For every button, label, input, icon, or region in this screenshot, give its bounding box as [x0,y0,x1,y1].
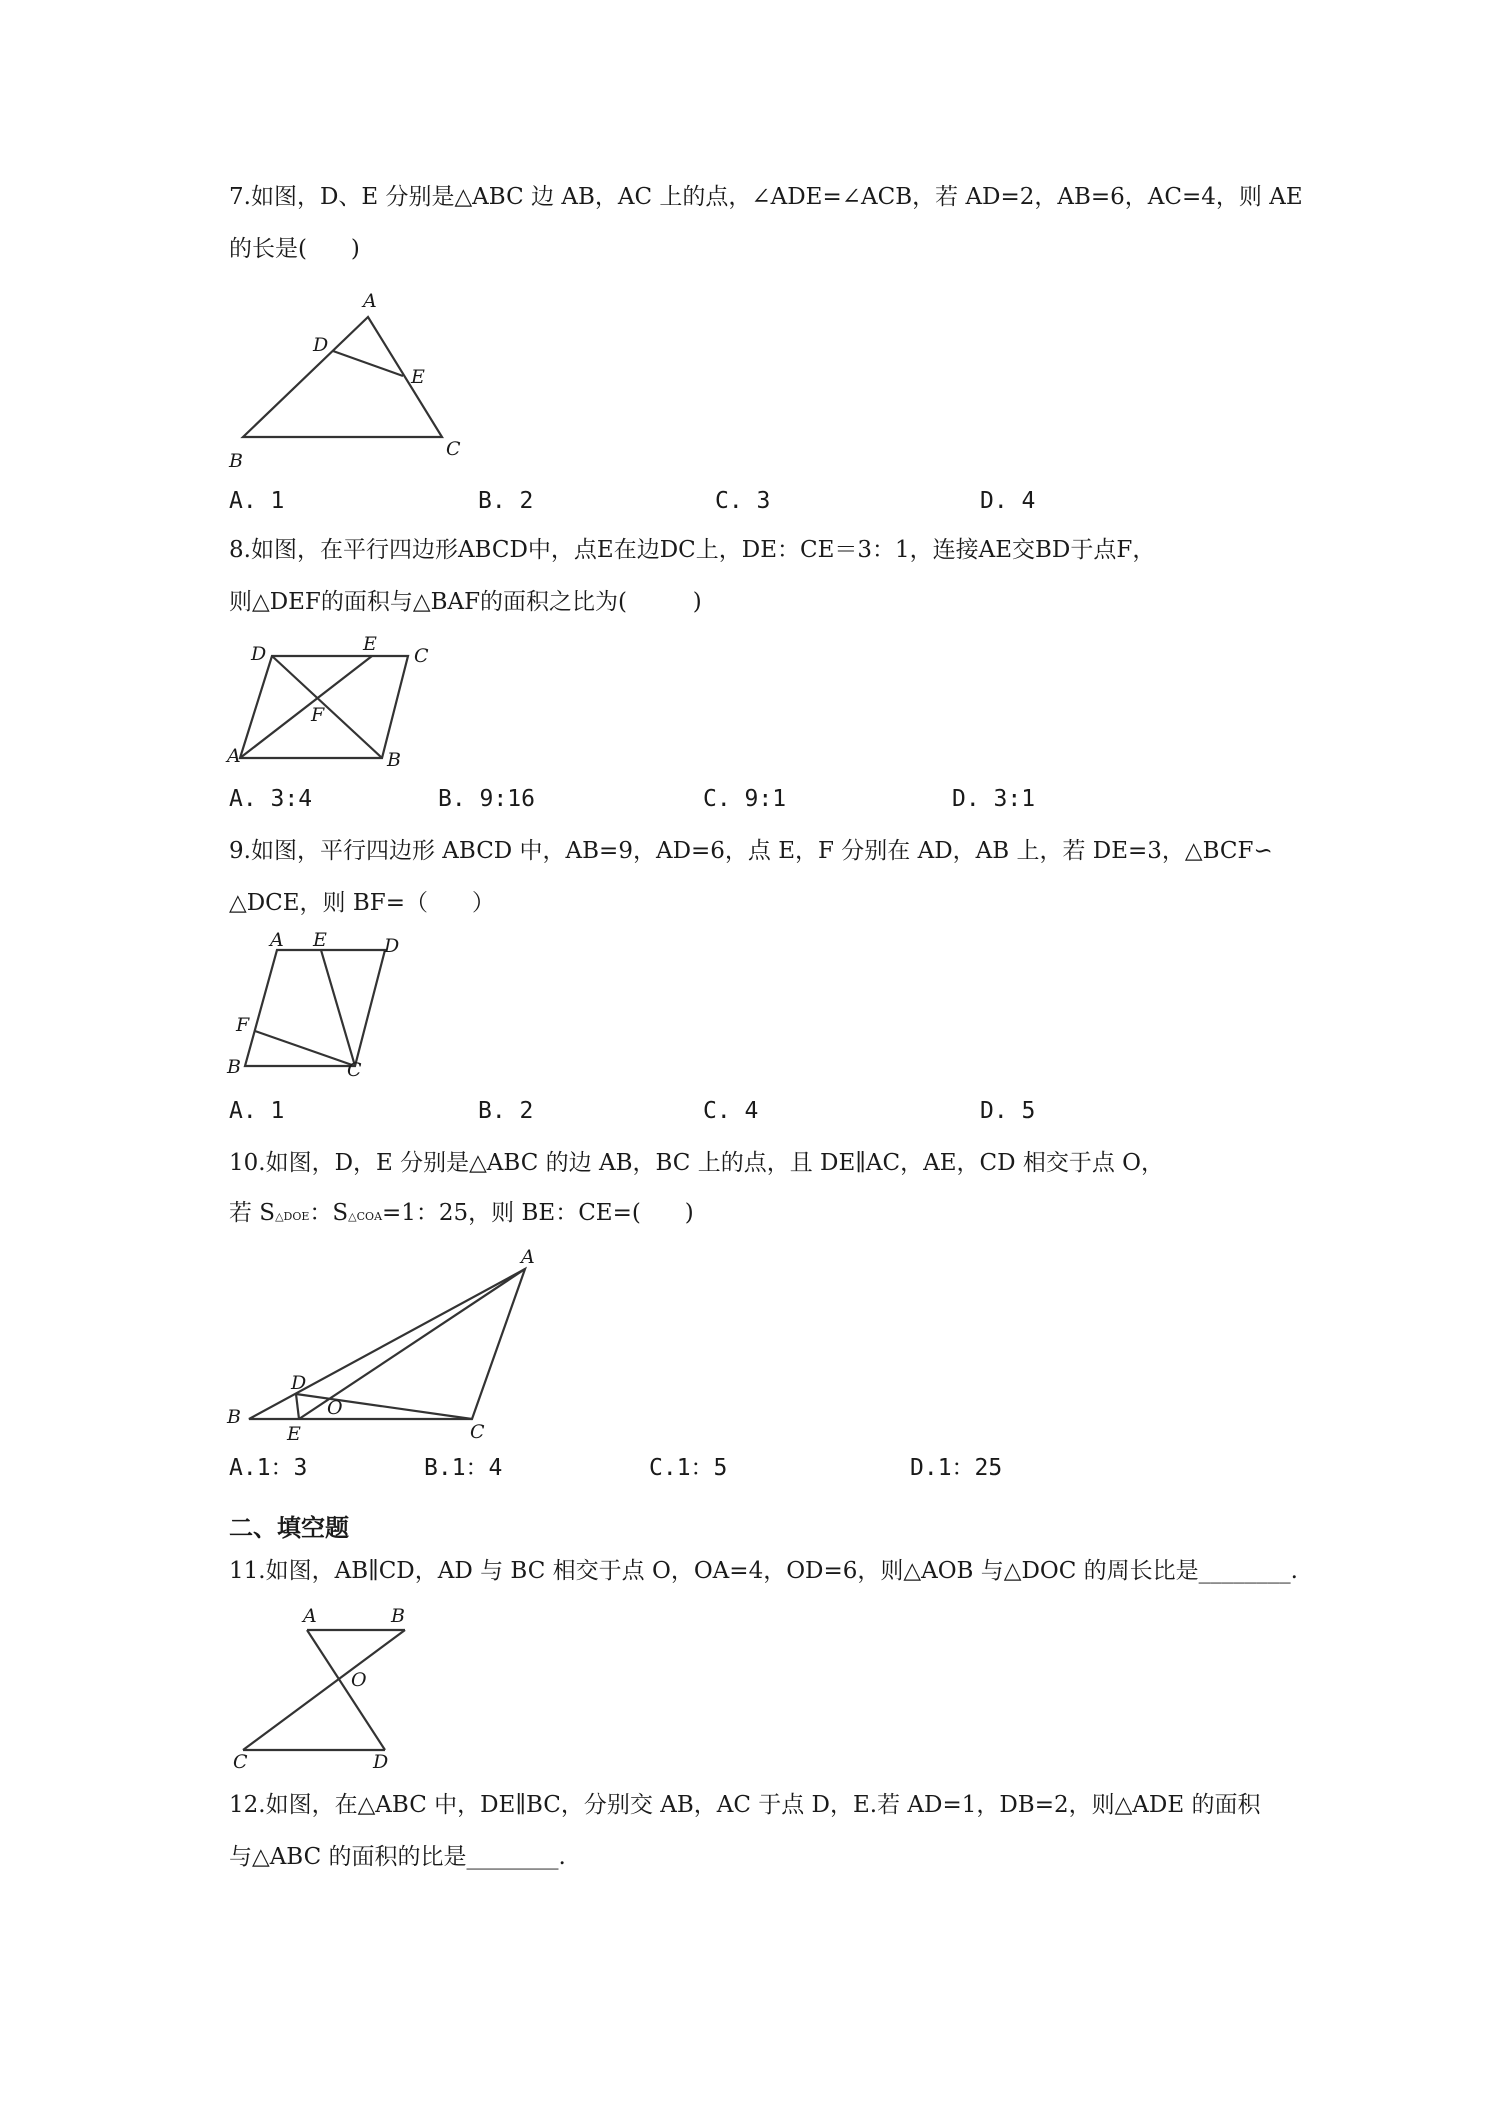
q10-label-c: C [470,1421,485,1443]
q9-parallelogram-figure [225,930,415,1080]
q8-label-f: F [311,704,325,726]
q10-label-e: E [287,1423,301,1445]
q9-label-f: F [236,1014,250,1036]
q10-sub-coa: △COA [348,1210,383,1223]
q11-label-d: D [373,1751,389,1773]
q7-label-c: C [446,438,461,460]
q10-line2-pre: 若 S [229,1200,276,1226]
q10-option-a[interactable]: A.1：3 [229,1455,308,1481]
q7-triangle-figure [225,285,465,475]
q8-label-a: A [227,745,241,767]
q8-stem-line2: 则△DEF的面积与△BAF的面积之比为( ) [229,589,702,615]
q7-option-a[interactable]: A. 1 [229,488,285,514]
section-heading-fill-in: 二、填空题 [229,1514,349,1542]
q7-option-d[interactable]: D. 4 [980,488,1036,514]
q8-option-a[interactable]: A. 3:4 [229,786,313,812]
q8-parallelogram-figure [225,632,445,772]
q10-stem-line2 [229,1200,694,1228]
q10-label-a: A [521,1246,535,1268]
q9-stem-line1: 9.如图，平行四边形 ABCD 中，AB=9，AD=6，点 E，F 分别在 AD，AB 上，若 DE=3，△BCF∽ [229,838,1273,864]
q10-line2-post: =1：25，则 BE：CE=( ) [382,1200,694,1226]
q10-stem-line1: 10.如图，D，E 分别是△ABC 的边 AB，BC 上的点，且 DE∥AC，AE，CD 相交于点 O， [229,1150,1165,1176]
q8-label-c: C [414,645,429,667]
q11-stem-line1: 11.如图，AB∥CD，AD 与 BC 相交于点 O，OA=4，OD=6，则△AOB 与△DOC 的周长比是________. [229,1558,1298,1584]
q11-label-c: C [233,1751,248,1773]
q8-option-d[interactable]: D. 3:1 [952,786,1036,812]
q9-label-d: D [384,935,400,957]
q9-label-b: B [227,1056,241,1078]
q10-option-b[interactable]: B.1：4 [424,1455,503,1481]
q8-option-b[interactable]: B. 9:16 [438,786,535,812]
q11-label-a: A [303,1605,317,1627]
q9-option-c[interactable]: C. 4 [703,1098,759,1124]
q10-triangle-figure [225,1245,565,1445]
q7-option-c[interactable]: C. 3 [715,488,771,514]
q8-label-b: B [387,749,401,771]
q7-stem-line1: 7.如图，D、E 分别是△ABC 边 AB，AC 上的点，∠ADE=∠ACB，若 AD=2，AB=6，AC=4，则 AE [229,184,1303,210]
q7-label-b: B [229,450,243,472]
q11-label-o: O [351,1669,367,1691]
q8-option-c[interactable]: C. 9:1 [703,786,787,812]
q9-label-c: C [347,1059,362,1081]
q10-option-d[interactable]: D.1：25 [910,1455,1003,1481]
q10-label-o: O [327,1397,343,1419]
q9-stem-line2: △DCE，则 BF=（ ） [229,890,495,916]
q10-line2-mid: ：S [309,1200,349,1226]
q7-option-b[interactable]: B. 2 [478,488,534,514]
q7-stem-line2: 的长是( ) [229,236,360,262]
q10-sub-doe: △DOE [275,1210,310,1223]
q9-option-a[interactable]: A. 1 [229,1098,285,1124]
q10-option-c[interactable]: C.1：5 [649,1455,728,1481]
q11-crossing-figure [225,1598,425,1778]
q10-label-d: D [291,1372,307,1394]
q7-label-d: D [313,334,329,356]
q8-label-e: E [363,633,377,655]
q9-label-e: E [313,929,327,951]
q7-label-e: E [411,366,425,388]
q10-label-b: B [227,1406,241,1428]
q12-stem-line2: 与△ABC 的面积的比是________. [229,1844,566,1870]
q7-label-a: A [363,290,377,312]
q9-option-d[interactable]: D. 5 [980,1098,1036,1124]
q8-label-d: D [251,643,267,665]
q9-label-a: A [270,929,284,951]
q8-stem-line1: 8.如图，在平行四边形ABCD中，点E在边DC上，DE：CE＝3：1，连接AE交BD于点F， [229,537,1156,563]
q11-label-b: B [391,1605,405,1627]
q12-stem-line1: 12.如图，在△ABC 中，DE∥BC，分别交 AB，AC 于点 D，E.若 AD=1，DB=2，则△ADE 的面积 [229,1792,1261,1818]
q9-option-b[interactable]: B. 2 [478,1098,534,1124]
